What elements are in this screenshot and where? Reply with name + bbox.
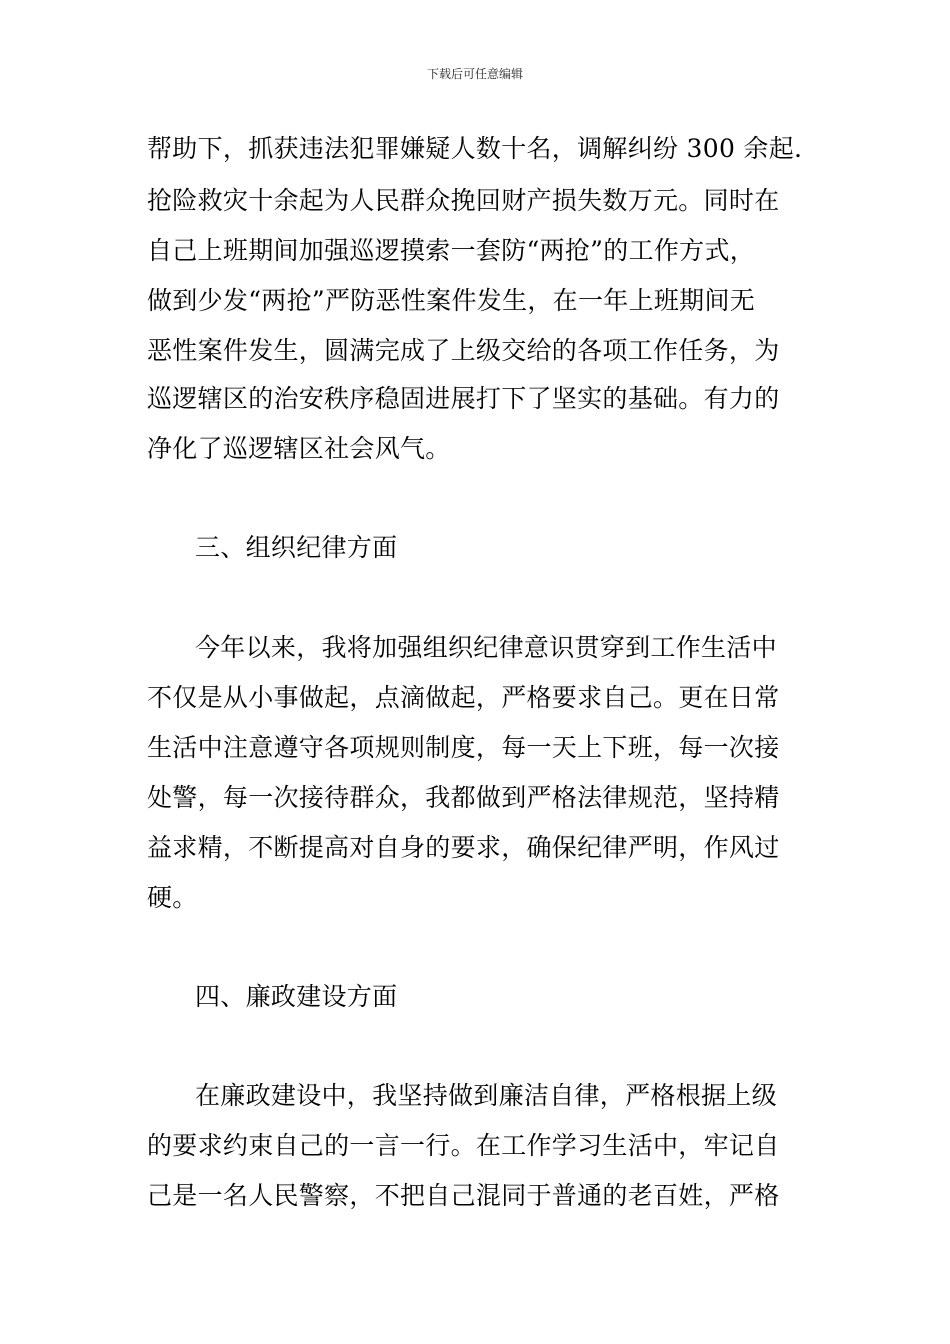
paragraph-line: 做到少发“两抢”严防恶性案件发生，在一年上班期间无	[147, 286, 756, 315]
paragraph-line: 抢险救灾十余起为人民群众挽回财产损失数万元。同时在	[147, 186, 780, 215]
paragraph-line: 帮助下，抓获违法犯罪嫌疑人数十名，调解纠纷 300 余起.	[147, 134, 803, 163]
paragraph-line: 自己上班期间加强巡逻摸索一套防“两抢”的工作方式，	[147, 236, 756, 265]
paragraph-line: 不仅是从小事做起，点滴做起，严格要求自己。更在日常	[147, 683, 780, 712]
paragraph-line: 恶性案件发生，圆满完成了上级交给的各项工作任务，为	[147, 336, 780, 365]
paragraph-line: 处警，每一次接待群众，我都做到严格法律规范，坚持精	[147, 783, 780, 812]
paragraph-line: 生活中注意遵守各项规则制度，每一天上下班，每一次接	[147, 733, 780, 762]
paragraph-line: 净化了巡逻辖区社会风气。	[147, 434, 451, 463]
section-heading: 三、组织纪律方面	[195, 533, 398, 562]
paragraph-line: 在廉政建设中，我坚持做到廉洁自律，严格根据上级	[195, 1081, 777, 1110]
paragraph-line: 的要求约束自己的一言一行。在工作学习生活中，牢记自	[147, 1131, 780, 1160]
paragraph-line: 益求精，不断提高对自身的要求，确保纪律严明，作风过	[147, 833, 780, 862]
paragraph-line: 今年以来，我将加强组织纪律意识贯穿到工作生活中	[195, 633, 777, 662]
paragraph-line: 巡逻辖区的治安秩序稳固进展打下了坚实的基础。有力的	[147, 384, 780, 413]
paragraph-line: 硬。	[147, 883, 198, 912]
section-heading: 四、廉政建设方面	[195, 982, 398, 1011]
paragraph-line: 己是一名人民警察，不把自己混同于普通的老百姓，严格	[147, 1181, 780, 1210]
page-header: 下载后可任意编辑	[426, 67, 523, 81]
